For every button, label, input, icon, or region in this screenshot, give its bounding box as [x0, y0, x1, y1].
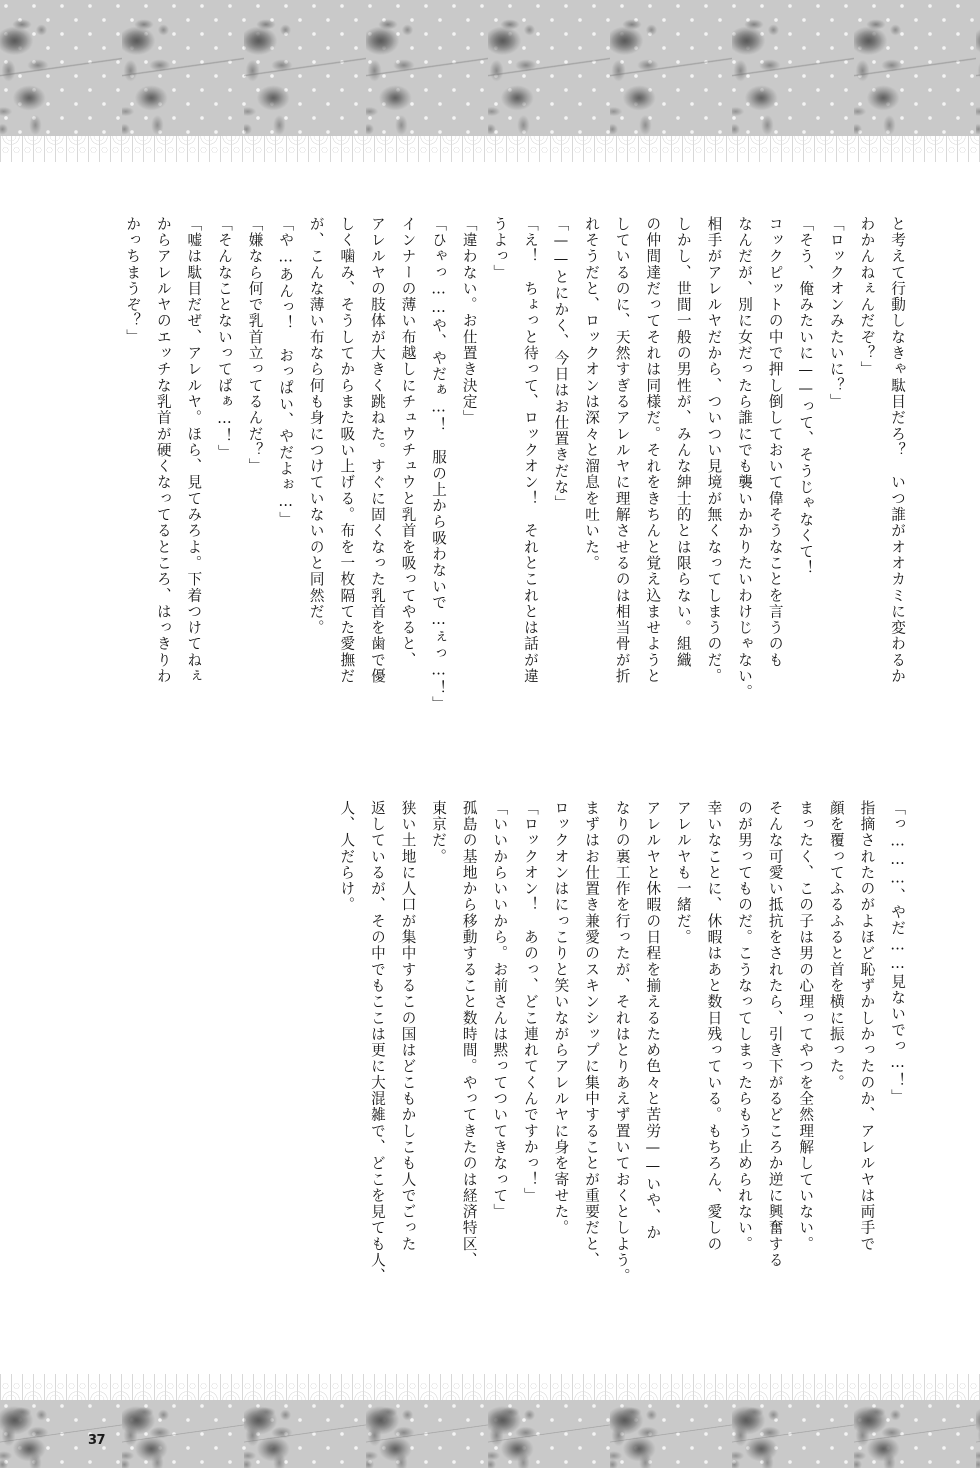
text-line: まずはお仕置き兼愛のスキンシップに集中することが重要だと、: [583, 800, 601, 1269]
floral-band-top: [0, 0, 980, 136]
text-line: インナーの薄い布越しにチュウチュウと乳首を吸ってやると、: [399, 216, 417, 669]
body-text-block-bottom: [62, 800, 912, 1345]
text-line: 「ロックオン！ あのっ、どこ連れてくんですかっ！」: [521, 800, 539, 1204]
text-line: 相手がアレルヤだから、ついつい見境が無くなってしまうのだ。: [705, 216, 723, 685]
page-number: 37: [88, 1433, 106, 1448]
text-line: 「え！ ちょっと待って、ロックオン！ それとこれとは話が違: [521, 216, 539, 685]
text-line: が、こんな薄い布なら何も身につけていないのと同然だ。: [307, 216, 325, 636]
text-line: うよっ」: [491, 216, 509, 281]
text-line: 「や…あんっ！ おっぱい、やだよぉ…」: [277, 216, 295, 528]
text-line: 「ひゃっ……や、やだぁ…！ 服の上から吸わないで…ぇっ…！」: [430, 216, 448, 713]
text-line: 「——とにかく、今日はお仕置きだな」: [552, 216, 570, 512]
lace-trim-bottom: [0, 1374, 980, 1400]
text-line: かっちまうぞ？」: [124, 216, 142, 346]
text-line: のが男ってものだ。こうなってしまったらもう止められない。: [736, 800, 754, 1253]
lace-trim-top: [0, 136, 980, 162]
text-line: れそうだと、ロックオンは深々と溜息を吐いた。: [583, 216, 601, 572]
text-line: 「嘘は駄目だぜ、アレルヤ。ほら、見てみろよ。下着つけてねぇ: [185, 216, 203, 685]
text-line: 返しているが、その中でもここは更に大混雑で、どこを見ても人、: [368, 800, 386, 1285]
text-line: しかし、世間一般の男性が、みんな紳士的とは限らない。組織: [674, 216, 692, 669]
text-line: 幸いなことに、休暇はあと数日残っている。もちろん、愛しの: [705, 800, 723, 1253]
text-line: 狭い土地に人口が集中するこの国はどこもかしこも人でごった: [399, 800, 417, 1253]
text-line: アレルヤの肢体が大きく跳ねた。すぐに固くなった乳首を歯で優: [368, 216, 386, 685]
floral-band-bottom: [0, 1400, 980, 1468]
text-line: 東京だ。: [430, 800, 448, 865]
text-line: アレルヤと休暇の日程を揃えるため色々と苦労——いや、か: [644, 800, 662, 1241]
text-line: 人、人だらけ。: [338, 800, 356, 914]
text-line: の仲間達だってそれは同様だ。それをきちんと覚え込ませようと: [644, 216, 662, 685]
text-line: しているのに、天然すぎるアレルヤに理解させるのは相当骨が折: [613, 216, 631, 685]
text-line: 孤島の基地から移動すること数時間。やってきたのは経済特区、: [460, 800, 478, 1269]
text-line: アレルヤも一緒だ。: [674, 800, 692, 946]
text-line: 「違わない。お仕置き決定」: [460, 216, 478, 426]
text-line: 「っ………、やだ……見ないでっ…！」: [889, 800, 906, 1106]
text-line: からアレルヤのエッチな乳首が硬くなってるところ、はっきりわ: [154, 216, 172, 685]
text-line: 「そう、俺みたいに——って、そうじゃなくて！: [797, 216, 815, 577]
text-line: 「ロックオンみたいに？」: [827, 216, 845, 410]
text-line: なりの裏工作を行ったが、それはとりあえず置いておくとしよう。: [613, 800, 631, 1285]
text-line: ロックオンはにっこりと笑いながらアレルヤに身を寄せた。: [552, 800, 570, 1237]
text-line: 「いいからいいから。お前さんは黙ってついてきなって」: [491, 800, 509, 1220]
text-line: コックピットの中で押し倒しておいて偉そうなことを言うのも: [766, 216, 784, 669]
text-line: わかんねぇんだぞ？」: [858, 216, 876, 378]
text-line: まったく、この子は男の心理ってやつを全然理解していない。: [797, 800, 815, 1253]
text-line: そんな可愛い抵抗をされたら、引き下がるどころか逆に興奮する: [766, 800, 784, 1269]
text-line: 「そんなことないってばぁ…！」: [215, 216, 233, 461]
text-line: と考えて行動しなきゃ駄目だろ？ いつ誰がオオカミに変わるか: [889, 216, 906, 685]
text-line: なんだが、別に女だったら誰にでも襲いかかりたいわけじゃない。: [736, 216, 754, 701]
text-line: しく噛み、そうしてからまた吸い上げる。布を一枚隔てた愛撫だ: [338, 216, 356, 685]
body-text-block-top: [62, 216, 912, 766]
text-line: 顔を覆ってふるふると首を横に振った。: [827, 800, 845, 1091]
text-line: 「嫌なら何で乳首立ってるんだ？」: [246, 216, 264, 475]
text-line: 指摘されたのがよほど恥ずかしかったのか、アレルヤは両手で: [858, 800, 876, 1253]
